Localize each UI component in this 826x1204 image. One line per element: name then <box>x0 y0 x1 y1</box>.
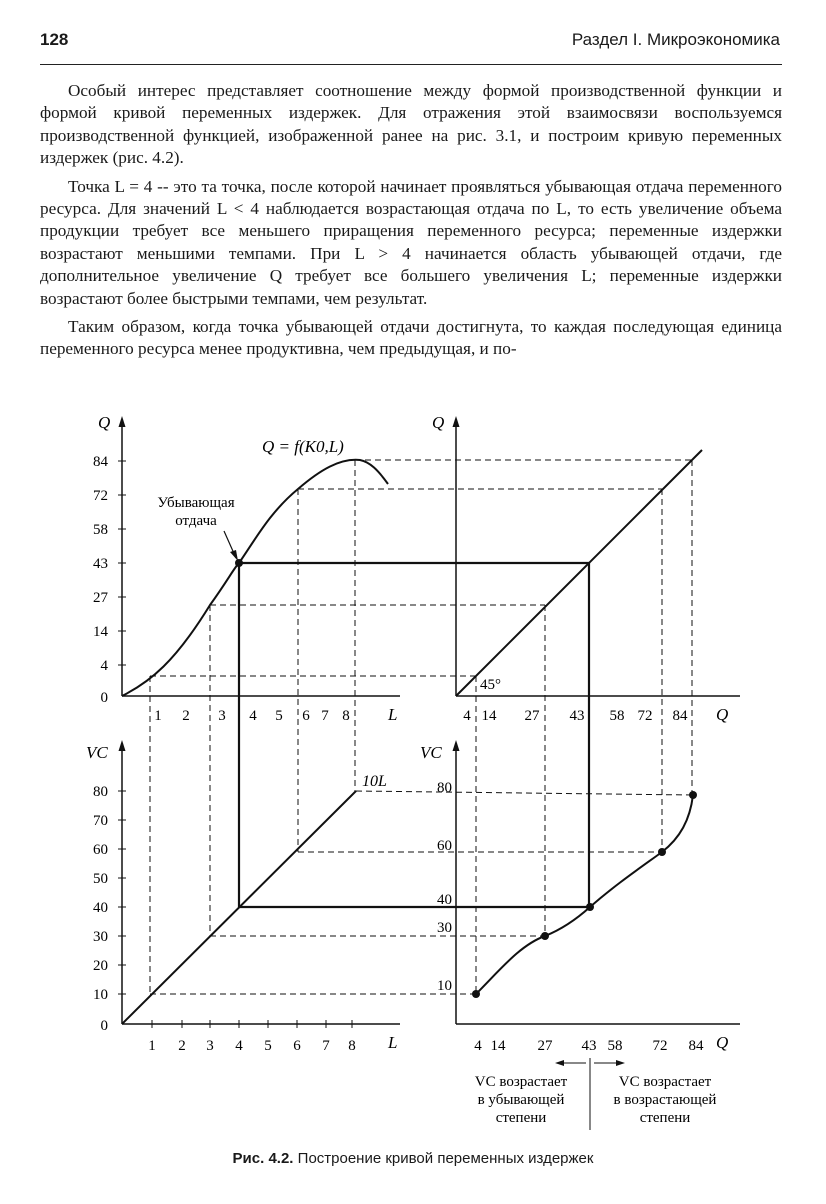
x-tick: 72 <box>637 708 653 724</box>
y-tick: 10 <box>437 978 452 994</box>
y-axis-label: VC <box>86 743 108 762</box>
x-tick: 2 <box>178 1038 186 1054</box>
curve-label: Q = f(K0,L) <box>262 437 344 456</box>
x-tick: 1 <box>154 708 162 724</box>
x-tick: 43 <box>581 1038 597 1054</box>
x-tick: 6 <box>302 708 310 724</box>
arrow-icon <box>230 550 238 561</box>
running-header <box>40 24 782 65</box>
x-ticks <box>154 708 350 724</box>
arrow-right-icon <box>616 1060 625 1066</box>
panel-vc-of-q <box>420 740 740 1130</box>
figure-4-2 <box>0 400 826 1140</box>
x-tick: 14 <box>481 708 497 724</box>
y-tick: 80 <box>93 784 108 800</box>
x-tick: 58 <box>607 1038 623 1054</box>
x-tick: 5 <box>264 1038 272 1054</box>
x-tick: 8 <box>342 708 350 724</box>
y-ticks <box>437 780 452 994</box>
y-tick: 58 <box>93 522 108 538</box>
y-axis-label: Q <box>98 413 111 432</box>
page-number: 128 <box>40 30 69 49</box>
note-line: в убывающей <box>477 1092 565 1108</box>
x-axis-label: L <box>388 1033 398 1052</box>
y-axis-label: VC <box>420 743 442 762</box>
y-tick: 20 <box>93 958 108 974</box>
y-axis-label: Q <box>432 413 445 432</box>
x-tick: 58 <box>609 708 625 724</box>
figure-caption <box>0 1150 826 1167</box>
x-tick: 7 <box>321 708 329 724</box>
note-line: VC возрастает <box>618 1074 712 1090</box>
angle-label: 45° <box>480 677 501 693</box>
x-tick: 2 <box>182 708 190 724</box>
x-tick: 4 <box>474 1038 482 1054</box>
annotation-line1: Убывающая <box>157 495 235 511</box>
y-tick: 40 <box>93 900 108 916</box>
arrow-left-icon <box>555 1060 564 1066</box>
caption-text: Построение кривой переменных издержек <box>297 1150 594 1167</box>
vc-points <box>472 791 697 998</box>
x-tick: 1 <box>148 1038 156 1054</box>
y-tick: 60 <box>437 838 452 854</box>
x-tick: 72 <box>652 1038 668 1054</box>
y-tick: 30 <box>437 920 452 936</box>
x-tick: 4 <box>235 1038 243 1054</box>
paragraph: Точка L = 4 -- это та точка, после которой начинает проявляться убывающая отдача переменного ресурса. Для значений L < 4 наблюдается возрастающая отдача по L, то есть увеличение объема продукции требует все меньшего приращения переменного ресурса; переменные издержки возрастают меньшими темпами. При L > 4 начинается область убывающей отдачи, где дополнительное увеличение Q требует все большего увеличения L; переменные издержки возрастают более быстрыми темпами, чем результат. <box>40 176 782 308</box>
x-tick: 27 <box>537 1038 553 1054</box>
y-tick: 84 <box>93 454 108 470</box>
note-line: VC возрастает <box>474 1074 568 1090</box>
y-tick: 72 <box>93 488 108 504</box>
y-tick: 10 <box>93 987 108 1003</box>
arrow-up-icon <box>453 740 460 751</box>
x-ticks <box>463 708 688 724</box>
y-tick: 4 <box>100 658 108 674</box>
note-line: степени <box>495 1110 547 1126</box>
running-title: Раздел I. Микроэкономика <box>571 30 780 49</box>
x-tick: 3 <box>206 1038 214 1054</box>
x-ticks <box>148 1038 356 1054</box>
note-line: в возрастающей <box>613 1092 717 1108</box>
vc-curve <box>476 795 693 994</box>
left-note <box>475 1074 568 1126</box>
panel-production-function <box>93 413 400 724</box>
x-tick: 84 <box>672 708 688 724</box>
y-tick: 80 <box>437 780 452 796</box>
y-tick: 70 <box>93 813 108 829</box>
y-tick: 60 <box>93 842 108 858</box>
x-tick: 4 <box>463 708 471 724</box>
y-tick: 40 <box>437 892 452 908</box>
x-tick: 43 <box>569 708 585 724</box>
arrow-up-icon <box>453 416 460 427</box>
x-tick: 7 <box>322 1038 330 1054</box>
x-tick: 14 <box>490 1038 506 1054</box>
right-note <box>614 1074 717 1126</box>
figure-svg <box>0 400 826 1140</box>
y-tick: 14 <box>93 624 108 640</box>
panel-vc-of-l <box>86 740 400 1054</box>
x-tick: 5 <box>275 708 283 724</box>
note-line: степени <box>639 1110 691 1126</box>
diagonal-45 <box>456 450 702 696</box>
y-tick: 0 <box>100 690 108 706</box>
x-tick: 8 <box>348 1038 356 1054</box>
y-ticks <box>93 784 108 1034</box>
y-tick: 43 <box>93 556 108 572</box>
x-tick: 3 <box>218 708 226 724</box>
y-tick: 27 <box>93 590 108 606</box>
x-tick: 84 <box>688 1038 704 1054</box>
x-axis-label: Q <box>716 705 729 724</box>
y-tick: 50 <box>93 871 108 887</box>
y-tick: 30 <box>93 929 108 945</box>
x-tick: 27 <box>524 708 540 724</box>
x-ticks <box>474 1038 704 1054</box>
line-label: 10L <box>362 773 387 790</box>
paragraph: Таким образом, когда точка убывающей отдачи достигнута, то каждая последующая единица переменного ресурса менее продуктивна, чем предыдущая, и по- <box>40 317 782 359</box>
body-text <box>40 80 782 367</box>
arrow-up-icon <box>119 740 126 751</box>
annotation-line2: отдача <box>175 513 217 529</box>
y-tick: 0 <box>100 1018 108 1034</box>
caption-label: Рис. 4.2. <box>232 1150 294 1167</box>
x-axis-label: L <box>388 705 398 724</box>
y-ticks <box>93 454 109 706</box>
x-axis-label: Q <box>716 1033 729 1052</box>
x-tick: 4 <box>249 708 257 724</box>
x-tick: 6 <box>293 1038 301 1054</box>
arrow-up-icon <box>119 416 126 427</box>
paragraph: Особый интерес представляет соотношение между формой производственной функции и формой кривой переменных издержек. Для отражения этой взаимосвязи воспользуемся производственной функцией, изображенной ранее на рис. 3.1, и построим кривую переменных издержек (рис. 4.2). <box>40 81 782 168</box>
